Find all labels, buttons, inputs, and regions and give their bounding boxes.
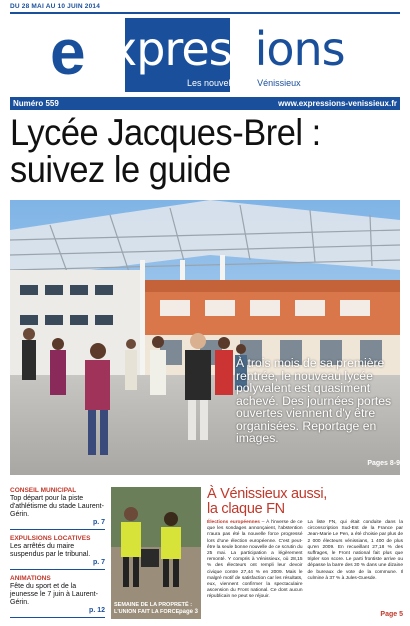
masthead-rule	[10, 12, 400, 14]
article-columns	[207, 520, 403, 601]
promo-caption-line-2: L'UNION FAIT LA FORCE.	[114, 608, 181, 615]
website-link[interactable]: www.expressions-venissieux.fr	[278, 99, 397, 108]
brief-title: EXPULSIONS LOCATIVES	[10, 535, 91, 542]
brief-page: p. 7	[10, 519, 105, 530]
logo-wordmark-part1: xpress	[110, 22, 255, 76]
logo-subtitle	[187, 78, 301, 88]
headline-line-1: Lycée Jacques-Brel :	[10, 112, 321, 153]
promo-box[interactable]	[111, 487, 201, 619]
article-column-1	[207, 520, 303, 601]
article-lead-in: Élections européennes	[207, 520, 260, 525]
cover-caption-page[interactable]: Pages 8-9	[367, 460, 400, 467]
logo-wordmark	[110, 22, 345, 76]
fn-article[interactable]	[207, 486, 403, 618]
article-title-line-2: la claque FN	[207, 501, 285, 517]
logo-subtitle-part1: Les nouvelles de	[187, 78, 255, 88]
cover-caption: À trois mois de sa première rentrée, le nouveau lycée polyvalent est quasiment achevé. Des journées portes ouvertes viennent d'y être organisées. Reportage en images.	[236, 356, 392, 445]
headline-line-2: suivez le guide	[10, 149, 231, 190]
promo-photo	[111, 487, 201, 619]
brief-item[interactable]	[10, 575, 105, 618]
logo-letter-e: e	[50, 16, 86, 88]
issue-bar	[10, 97, 400, 110]
article-page: Page 5	[380, 611, 403, 618]
brief-body: Top départ pour la piste d'athlétisme du stade Laurent-Gérin.	[10, 495, 104, 518]
brief-page: p. 7	[10, 559, 105, 570]
expressions-logo[interactable]	[50, 18, 370, 93]
article-column-2: La liste FN, qui était conduite dans la circonscription Sud-Est de la France par Jean-Marie Le Pen, a été choisie par plus de 2 000 électeurs vénissians, 1 400 de plus qu'en 2009. En recueillant 27,18 % des suffrages, le Front national fait plus que tripler son score. Le parti frontiste arrive ou dépasse la barre des 30 % dans une dizaine de bureaux de vote de la commune. Il culmine à 37 % à Jules-Guesde.	[307, 520, 403, 581]
photo-credit: Photo Emilie Jouffe	[2, 165, 7, 200]
article-title	[207, 487, 403, 517]
promo-page: page 3	[178, 609, 198, 615]
cover-headline[interactable]	[10, 114, 377, 188]
brief-item[interactable]	[10, 535, 105, 570]
article-title-line-1: À Vénissieux aussi,	[207, 486, 328, 502]
issue-number: Numéro 559	[13, 99, 59, 108]
briefs-column	[10, 487, 105, 623]
brief-title: CONSEIL MUNICIPAL	[10, 487, 77, 494]
brief-page: p. 12	[10, 607, 105, 618]
logo-wordmark-part2: ions	[254, 22, 345, 76]
brief-title: ANIMATIONS	[10, 575, 51, 582]
issue-dates: DU 28 MAI AU 10 JUIN 2014	[10, 3, 101, 10]
brief-body: Fête du sport et de la jeunesse le 7 juin à Laurent-Gérin.	[10, 583, 98, 606]
brief-item[interactable]	[10, 487, 105, 530]
article-column-1-text: – À l'inverse de ce que les sondages annonçaient, l'abstention n'aura pas été la nouvelle force progressé lors d'une élection européenne. C'est peut-être la seule bonne nouvelle de ce scrutin du 25 mai. La participation a légèrement remonté. Y compris à Vénissieux, où 28,15 % des électeurs ont rempli leur devoir civique contre 27,44 % en 2009. Mais le malgré motif de satisfaction car les résultats, eux, viennent confirmer la spectaculaire ascension du Front national. Ce dont aucun républicain ne peut se réjouir.	[207, 520, 303, 600]
brief-body: Les arrêtés du maire suspendus par le tribunal.	[10, 543, 91, 558]
promo-caption-line-1: SEMAINE DE LA PROPRETÉ :	[114, 602, 193, 608]
logo-subtitle-part2: Vénissieux	[257, 78, 301, 88]
